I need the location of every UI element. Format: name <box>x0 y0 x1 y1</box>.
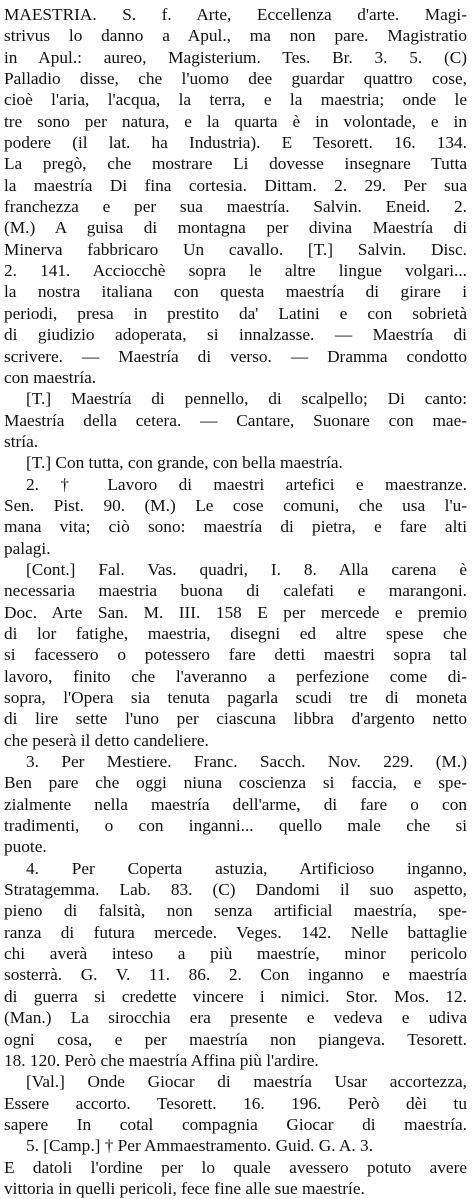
text-line: vittoria in quelli pericoli, fece fine alle sue maestríe. <box>4 1178 365 1198</box>
text-line: palagi. <box>4 538 51 558</box>
text-line: mana vita; ciò sono: maestría di pietra, e fare alti <box>4 517 467 537</box>
text-line: puote. <box>4 837 47 857</box>
text-line: di lor fatighe, maestria, disegni ed altre spese che <box>4 623 467 643</box>
text-line: Palladio disse, che l'uomo dee guardar quattro cose, <box>4 69 467 89</box>
text-line: 2. † Lavoro di maestri artefici e maestranze. <box>26 474 467 494</box>
text-line: ranza di futura mercede. Veges. 142. Nelle battaglie <box>4 922 467 942</box>
text-line: strivus lo danno a Apul., ma non pare. Magistratio <box>4 26 467 46</box>
text-line: MAESTRIA. S. f. Arte, Eccellenza d'arte. Magi- <box>4 5 467 24</box>
text-line: con maestría. <box>4 367 97 387</box>
text-line: [Val.] Onde Giocar di maestría Usar accortezza, <box>26 1072 467 1092</box>
text-line: franchezza e per sua maestría. Salvin. Eneid. 2. <box>4 197 467 217</box>
text-line: di giudizio adoperata, si innalzasse. — Maestría di <box>4 325 467 345</box>
text-line: cioè l'aria, l'acqua, la terra, e la maestria; onde le <box>4 90 467 110</box>
text-line: Essere accorto. Tesorett. 16. 196. Però dèi tu <box>4 1093 467 1113</box>
text-line: [T.] Maestría di pennello, di scalpello; Di canto: <box>26 389 467 409</box>
text-line: la maestría Di fina cortesia. Dittam. 2. 29. Per sua <box>4 175 467 195</box>
text-line: chi averà inteso a più maestríe, minor pericolo <box>4 944 467 964</box>
text-line: scrivere. — Maestría di verso. — Dramma condotto <box>4 346 467 366</box>
text-line: tradimenti, o con inganni... quello male che si <box>4 816 467 836</box>
text-line: che peserà il detto candeliere. <box>4 730 209 750</box>
text-line: di lire sette l'uno per ciascuna libbra d'argento netto <box>4 709 467 729</box>
text-line: 3. Per Mestiere. Franc. Sacch. Nov. 229. (M.) <box>26 752 467 772</box>
text-line: periodi, presa in prestito da' Latini e con sobrietà <box>4 303 467 323</box>
text-line: necessaria maestria buona di calefati e marangoni. <box>4 581 467 601</box>
text-line: zialmente nella maestría dell'arme, di fare o con <box>4 794 467 814</box>
text-line: E datoli l'ordine per lo quale avessero potuto avere <box>4 1157 467 1177</box>
dictionary-entry-maestria <box>4 4 467 1199</box>
text-line: sosterrà. G. V. 11. 86. 2. Con inganno e maestría <box>4 965 467 985</box>
text-line: si facessero o potessero fare detti maestri sopra tal <box>4 645 467 665</box>
text-line: tre sono per natura, e la quarta è in volontade, e in <box>4 111 467 131</box>
text-line: in Apul.: aureo, Magisterium. Tes. Br. 3. 5. (C) <box>4 47 467 67</box>
text-line: stría. <box>4 431 39 451</box>
text-line: ogni cosa, e per maestría non piangeva. Tesorett. <box>4 1029 467 1049</box>
text-line: La pregò, che mostrare Li dovesse insegnare Tutta <box>4 154 467 174</box>
text-line: di guerra si credette vincere i nimici. Stor. Mos. 12. <box>4 986 467 1006</box>
text-line: sopra, l'Opera sia tenuta pagarla scudi tre di moneta <box>4 688 467 707</box>
text-line: la nostra italiana con questa maestría di girare i <box>4 282 467 302</box>
text-line: sapere In cotal compagnia Giocar di maestría. <box>4 1114 467 1134</box>
text-line: Maestría della cetera. — Cantare, Suonare con mae- <box>4 410 467 430</box>
text-line: (M.) A guisa di montagna per divina Maestría di <box>4 218 467 238</box>
text-line: 4. Per Coperta astuzia, Artificioso inganno, <box>26 858 467 878</box>
text-line: 18. 120. Però che maestría Affina più l'ardire. <box>4 1050 319 1070</box>
text-line: Doc. Arte San. M. III. 158 E per mercede e premio <box>4 602 467 622</box>
text-line: pieno di falsità, non senza artificial maestría, spe- <box>4 901 467 921</box>
text-line: podere (il lat. ha Industria). E Tesorett. 16. 134. <box>4 133 467 153</box>
text-line: lavoro, finito che l'averanno a perfezione come di- <box>4 666 467 686</box>
text-line: (Man.) La sirocchia era presente e vedeva e udiva <box>4 1008 467 1028</box>
text-line: [Cont.] Fal. Vas. quadri, I. 8. Alla carena è <box>26 559 467 579</box>
text-line: 5. [Camp.] † Per Ammaestramento. Guid. G. A. 3. <box>26 1136 374 1156</box>
text-line: Ben pare che oggi niuna coscienza si faccia, e spe- <box>4 773 467 793</box>
text-line: Minerva fabbricaro Un cavallo. [T.] Salvin. Disc. <box>4 239 467 259</box>
text-line: Sen. Pist. 90. (M.) Le cose comuni, che usa l'u- <box>4 495 467 515</box>
text-line: Stratagemma. Lab. 83. (C) Dandomi il suo aspetto, <box>4 880 467 900</box>
text-line: 2. 141. Acciocchè sopra le altre lingue volgari... <box>4 261 467 281</box>
text-line: [T.] Con tutta, con grande, con bella maestría. <box>26 453 343 473</box>
